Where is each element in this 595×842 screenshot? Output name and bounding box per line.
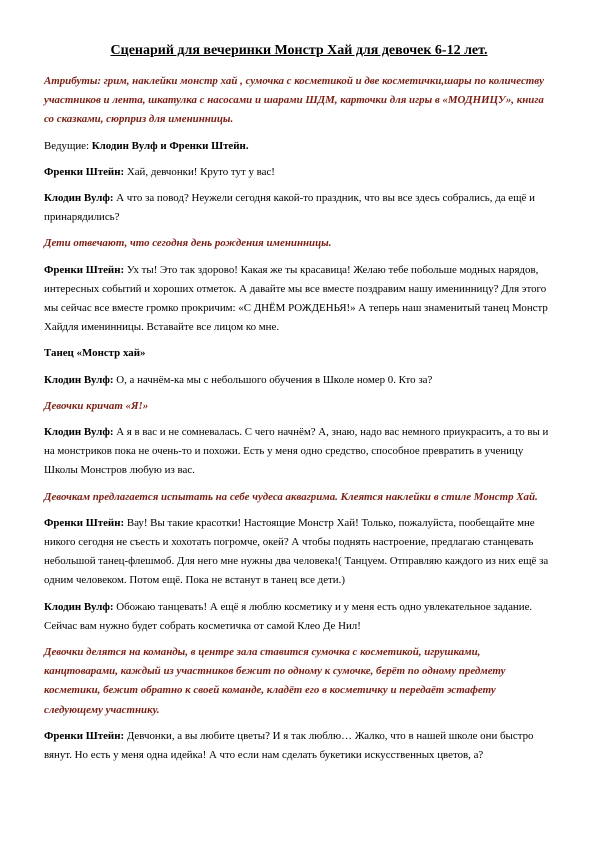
speaker-name: Френки Штейн: [44, 516, 127, 529]
document-page [44, 42, 554, 772]
speaker-name: Клодин Вулф: [44, 426, 117, 439]
dialogue-text: Ух ты! Это так здорово! Какая же ты красавица! Желаю тебе побольше модных нарядов, интересных событий и хороших отметок. А давайте мы все вместе поздравим нашу именинницу? Для этого мы сейчас все вместе громко прокричим: «С ДНЁМ РОЖДЕНЬЯ!» А теперь наш знаменитый танец Монстр Хайдля именинницы. Вставайте все лицом ко мне. [44, 263, 548, 334]
speaker-name: Френки Штейн: [44, 263, 127, 276]
document-title: Сценарий для вечеринки Монстр Хай для девочек 6-12 лет. [110, 43, 488, 58]
dialogue-line [44, 163, 554, 182]
hosts-names: Клодин Вулф и Френки Штейн. [91, 139, 249, 152]
speaker-name: Клодин Вулф: [44, 373, 117, 386]
dialogue-line [44, 189, 554, 227]
speaker-name: Клодин Вулф: [44, 192, 117, 205]
dance-heading: Танец «Монстр хай» [44, 347, 146, 360]
hosts-line [44, 137, 554, 156]
dialogue-line [44, 514, 554, 591]
stage-direction: Девочки делятся на команды, в центре зала ставится сумочка с косметикой, игрушками, канцтоварами, каждый из участников бежит по одному к сумочке, берёт по одному предмету косметики, бежит обратно к своей команде, кладёт его в косметичку и передаёт эстафету следующему участнику. [44, 646, 506, 716]
dialogue-line [44, 598, 554, 636]
hosts-label: Ведущие: [44, 139, 92, 152]
stage-direction: Девочкам предлагается испытать на себе чудеса аквагрима. Клеятся наклейки в стиле Монстр Хай. [44, 490, 538, 503]
dialogue-line [44, 727, 554, 765]
dialogue-text: А я в вас и не сомневалась. С чего начнём? А, знаю, надо вас немного приукрасить, а то вы и на монстриков пока не очень-то и похожи. Есть у меня одно средство, способное превратить в ученицу Школы Монстров любую из вас. [44, 426, 549, 477]
dialogue-text: О, а начнём-ка мы с небольшого обучения в Школе номер 0. Кто за? [116, 373, 433, 386]
stage-direction: Атрибуты: грим, наклейки монстр хай , сумочка с косметикой и две косметички,шары по количеству участников и лента, шкатулка с насосами и шарами ШДМ, карточки для игры в «МОДНИЦУ», книга со сказками, сюрприз для именинницы. [44, 75, 544, 126]
dialogue-text: Обожаю танцевать! А ещё я люблю косметику и у меня есть одно увлекательное задание. Сейчас вам нужно будет собрать косметичка от самой Клео Де Нил! [44, 600, 533, 632]
speaker-name: Френки Штейн: [44, 165, 127, 178]
script-body [44, 72, 554, 765]
dialogue-text: А что за повод? Неужели сегодня какой-то праздник, что вы все здесь собрались, да ещё и принарядились? [44, 192, 535, 224]
speaker-name: Клодин Вулф: [44, 600, 117, 613]
dialogue-text: Девчонки, а вы любите цветы? И я так люблю… Жалко, что в нашей школе они быстро вянут. Но есть у меня одна идейка! А что если нам сделать букетики искусственных цветов, а? [44, 729, 534, 762]
dialogue-text: Хай, девчонки! Круто тут у вас! [126, 165, 275, 178]
dialogue-text: Вау! Вы такие красотки! Настоящие Монстр Хай! Только, пожалуйста, пообещайте мне никого сегодня не съесть и хохотать погромче, окей? А чтобы поднять настроение, предлагаю станцевать небольшой танец-флешмоб. Для него мне нужны два человека!( Танцуем. Отправляю каждого из них ещё за одним человеком. Потом ещё. Пока не встанут в танец все дети.) [44, 516, 549, 587]
speaker-name: Френки Штейн: [44, 729, 127, 742]
stage-direction: Девочки кричат «Я!» [44, 399, 149, 412]
dialogue-line [44, 261, 554, 338]
stage-direction: Дети отвечают, что сегодня день рождения именинницы. [44, 237, 332, 250]
dialogue-line [44, 423, 554, 481]
dialogue-line [44, 371, 554, 390]
